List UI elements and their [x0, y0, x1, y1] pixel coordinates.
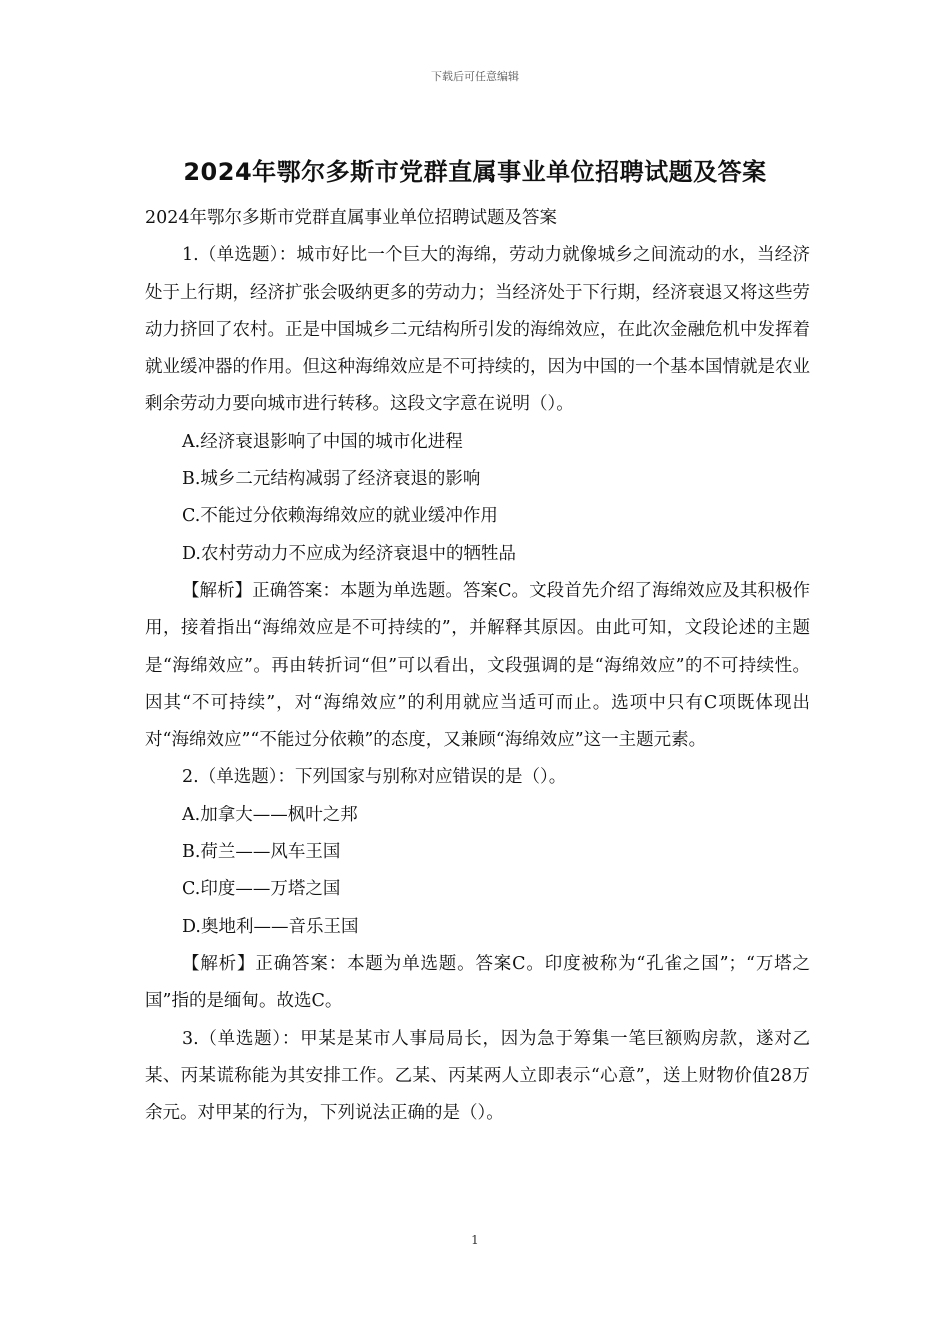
question-1-option-c: C.不能过分依赖海绵效应的就业缓冲作用	[182, 506, 498, 527]
question-1-option-a: A.经济衰退影响了中国的城市化进程	[182, 431, 463, 452]
question-2-option-c: C.印度——万塔之国	[182, 879, 341, 900]
question-1-stem: 1.（单选题）：城市好比一个巨大的海绵，劳动力就像城乡之间流动的水，当经济处于上行期，经济扩张会吸纳更多的劳动力；当经济处于下行期，经济衰退又将这些劳动力挤回了农村。正是中国城乡二元结构所引发的海绵效应，在此次金融危机中发挥着就业缓冲器的作用。但这种海绵效应是不可持续的，因为中国的一个基本国情就是农业剩余劳动力要向城市进行转移。这段文字意在说明（）。	[145, 245, 810, 415]
header-note: 下载后可任意编辑	[431, 70, 519, 83]
question-1-analysis	[145, 573, 810, 759]
question-2-option-a: A.加拿大——枫叶之邦	[182, 804, 358, 825]
analysis-label: 【解析】	[182, 953, 256, 974]
analysis-text: 正确答案：本题为单选题。答案C。文段首先介绍了海绵效应及其积极作用，接着指出“海绵效应是不可持续的”，并解释其原因。由此可知，文段论述的主题是“海绵效应”。再由转折词“但”可以看出，文段强调的是“海绵效应”的不可持续性。因其“不可持续”，对“海绵效应”的利用就应当适可而止。选项中只有C项既体现出对“海绵效应”“不能过分依赖”的态度，又兼顾“海绵效应”这一主题元素。	[145, 580, 811, 751]
question-2-option-d: D.奥地利——音乐王国	[182, 916, 359, 937]
document-body	[145, 200, 810, 1132]
analysis-label: 【解析】	[182, 580, 253, 601]
question-2-stem: 2.（单选题）：下列国家与别称对应错误的是（）。	[182, 767, 567, 788]
analysis-text: 正确答案：本题为单选题。答案C。印度被称为“孔雀之国”；“万塔之国”指的是缅甸。故选C。	[145, 953, 811, 1012]
page-number: 1	[471, 1233, 479, 1247]
question-1-option-d: D.农村劳动力不应成为经济衰退中的牺牲品	[182, 543, 516, 564]
question-2-option-b: B.荷兰——风车王国	[182, 842, 341, 863]
question-1-option-b: B.城乡二元结构减弱了经济衰退的影响	[182, 469, 481, 490]
document-subtitle: 2024年鄂尔多斯市党群直属事业单位招聘试题及答案	[145, 208, 558, 228]
document-title: 2024年鄂尔多斯市党群直属事业单位招聘试题及答案	[183, 158, 767, 186]
question-3-stem: 3.（单选题）：甲某是某市人事局局长，因为急于筹集一笔巨额购房款，遂对乙某、丙某谎称能为其安排工作。乙某、丙某两人立即表示“心意”，送上财物价值28万余元。对甲某的行为，下列说法正确的是（）。	[145, 1028, 810, 1124]
question-2-analysis	[145, 946, 810, 1021]
